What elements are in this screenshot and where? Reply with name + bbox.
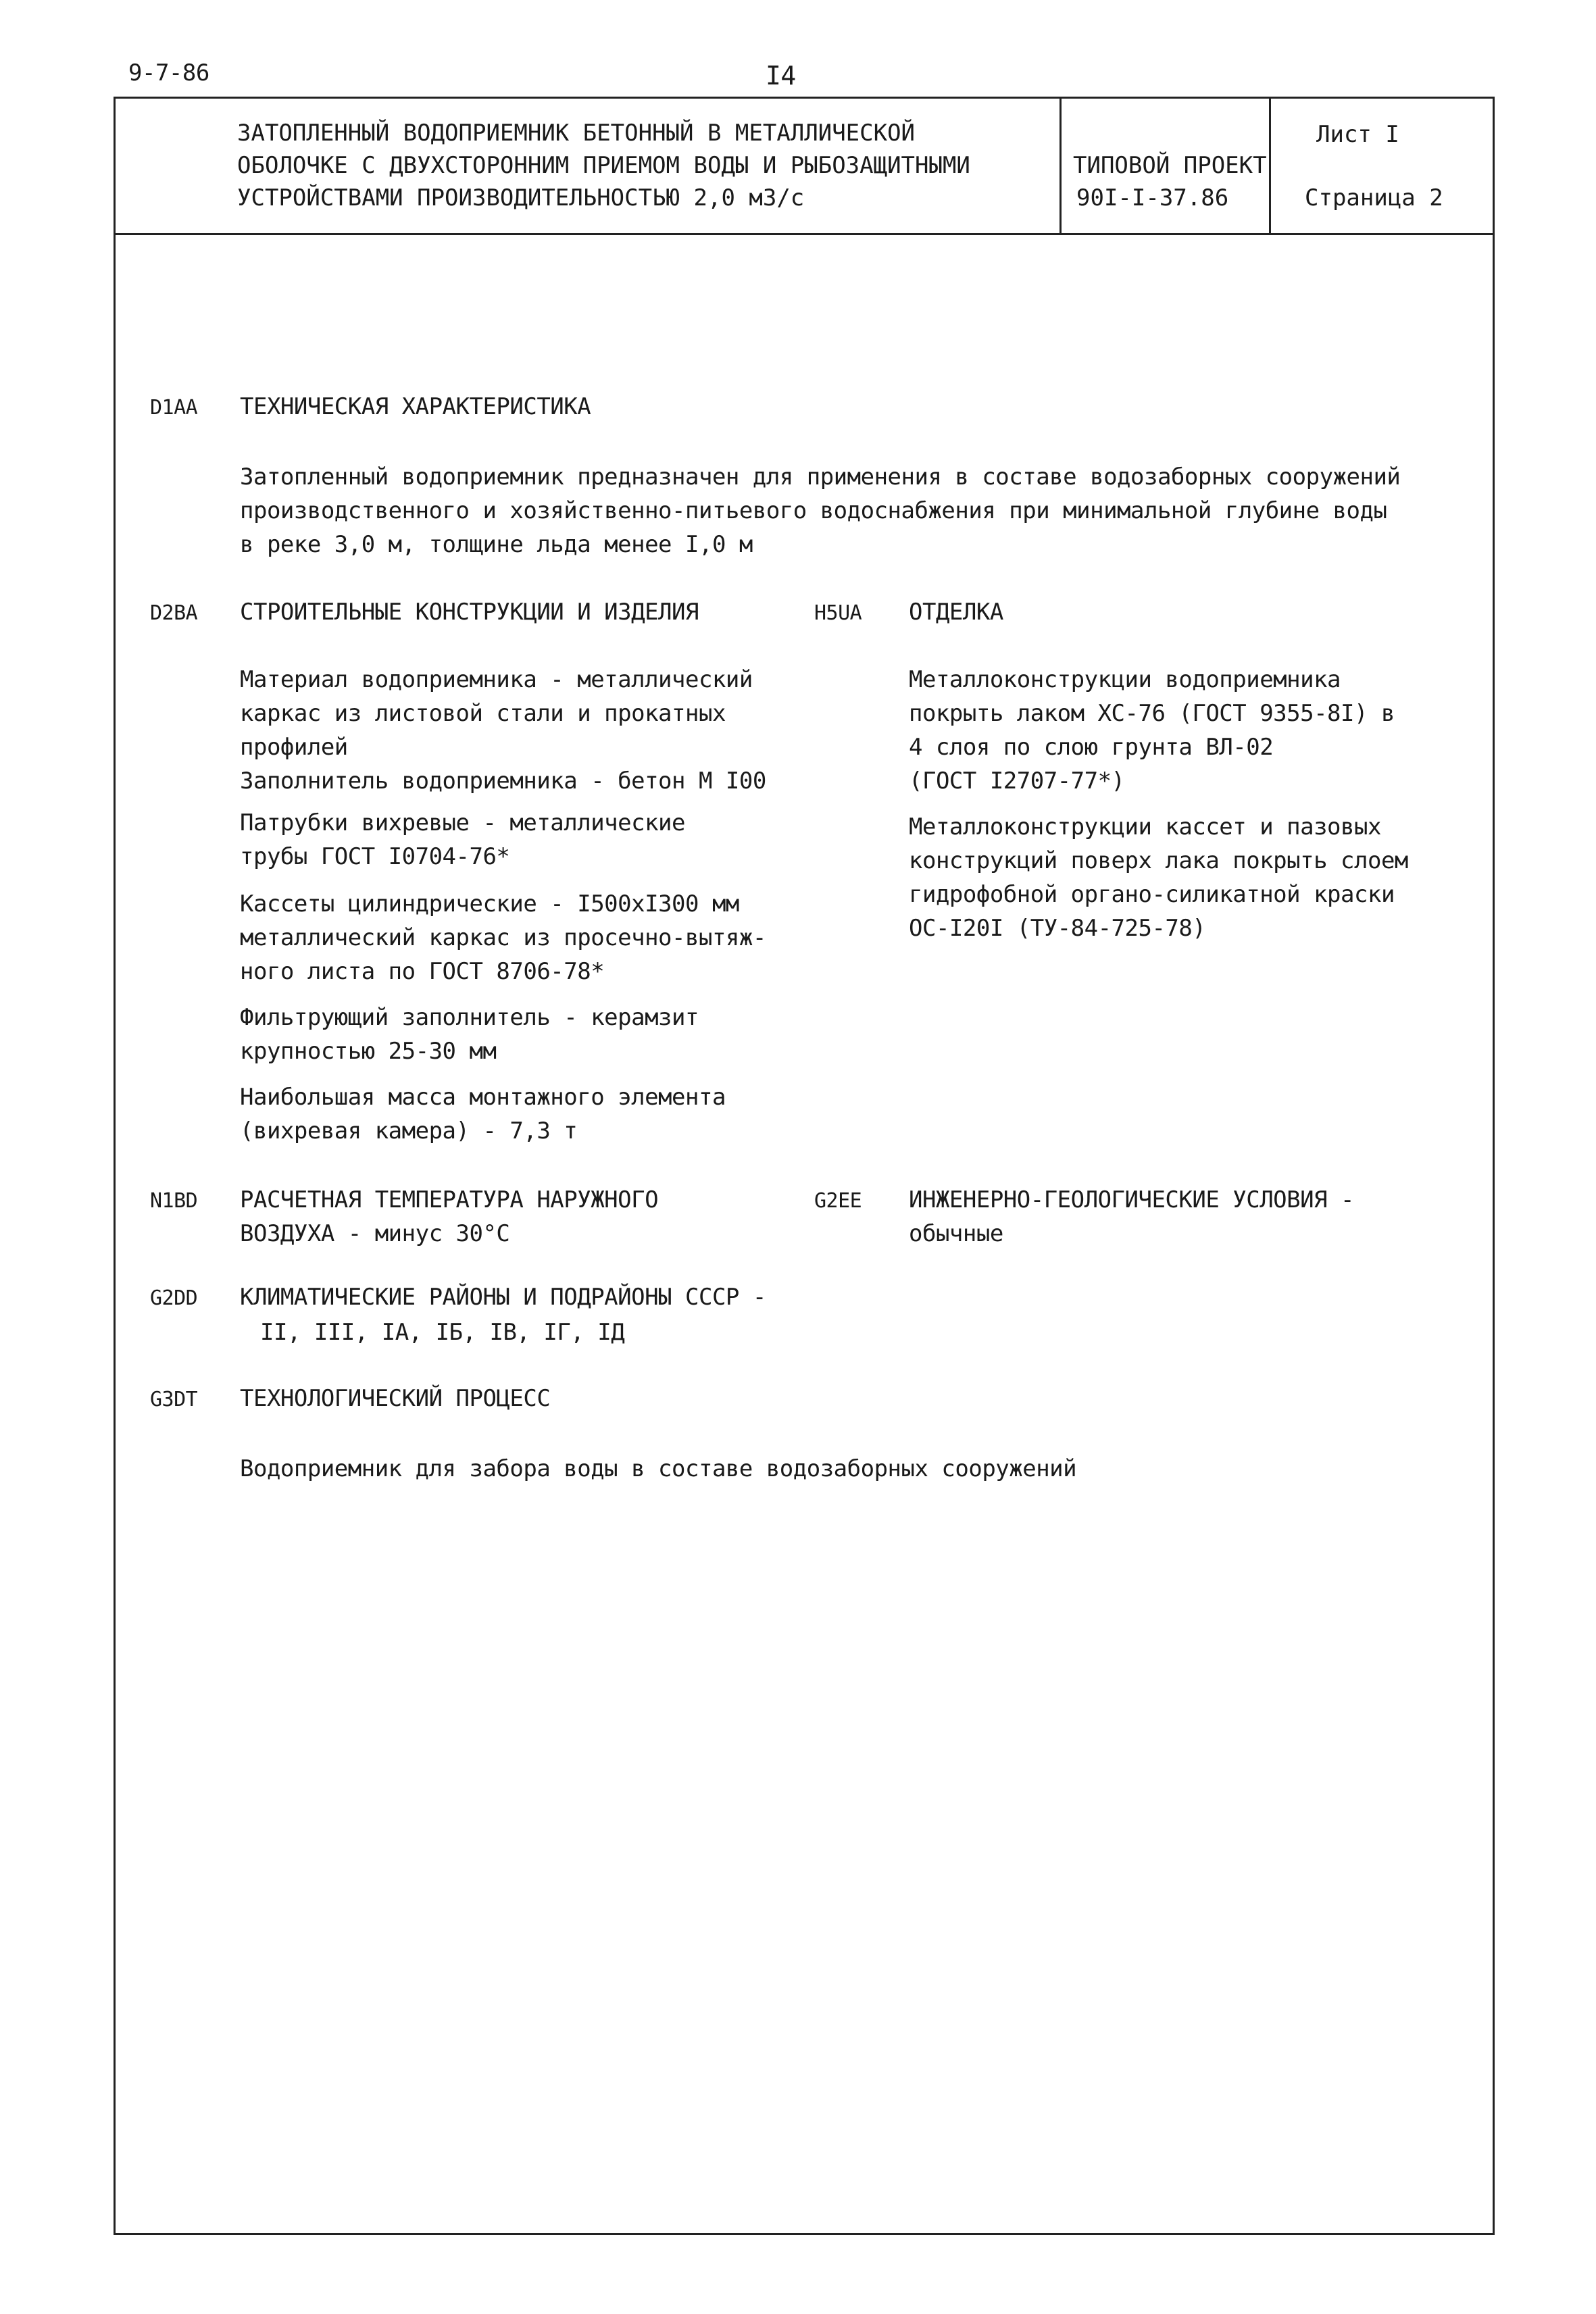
geology-line-2: обычные [909,1220,1003,1247]
section-heading-structures: СТРОИТЕЛЬНЫЕ КОНСТРУКЦИИ И ИЗДЕЛИЯ [240,599,699,626]
title-block-divider [1059,97,1062,235]
structures-text-line: Заполнитель водоприемника - бетон М I00 [240,768,766,795]
project-label: ТИПОВОЙ ПРОЕКТ [1073,152,1267,179]
section-heading-finish: ОТДЕЛКА [909,599,1003,626]
structures-text-line: трубы ГОСТ I0704-76* [240,843,510,870]
sheet-label: Лист I [1316,121,1399,148]
climate-line-1: КЛИМАТИЧЕСКИЕ РАЙОНЫ И ПОДРАЙОНЫ СССР - [240,1284,766,1311]
temperature-line-2: ВОЗДУХА - минус 30°С [240,1220,510,1247]
structures-text-line: Наибольшая масса монтажного элемента [240,1084,726,1111]
structures-text-line: ного листа по ГОСТ 8706-78* [240,958,605,985]
temperature-line-1: РАСЧЕТНАЯ ТЕМПЕРАТУРА НАРУЖНОГО [240,1186,659,1213]
title-block [114,97,1495,235]
structures-text-line: крупностью 25-30 мм [240,1038,497,1065]
section-code-finish: H5UA [814,601,862,625]
title-block-divider [1269,97,1271,235]
tech-text-line: производственного и хозяйственно-питьевого водоснабжения при минимальной глубине воды [240,497,1387,524]
structures-text-line: каркас из листовой стали и прокатных [240,700,726,727]
structures-text-line: Кассеты цилиндрические - I500хI300 мм [240,890,739,917]
title-line-1: ЗАТОПЛЕННЫЙ ВОДОПРИЕМНИК БЕТОННЫЙ В МЕТАЛЛИЧЕСКОЙ [237,120,916,147]
climate-line-2: II, III, IА, IБ, IВ, IГ, IД [260,1319,625,1346]
structures-text-line: Материал водоприемника - металлический [240,666,753,693]
section-code-geology: G2EE [814,1189,862,1213]
structures-text-line: профилей [240,734,348,761]
finish-text-line: конструкций поверх лака покрыть слоем [909,847,1408,874]
structures-text-line: (вихревая камера) - 7,3 т [240,1117,578,1145]
finish-text-line: (ГОСТ I2707-77*) [909,768,1125,795]
section-code-structures: D2BA [150,601,198,625]
section-heading-process: ТЕХНОЛОГИЧЕСКИЙ ПРОЦЕСС [240,1385,551,1412]
tech-text-line: Затопленный водоприемник предназначен для применения в составе водозаборных сооружений [240,463,1401,491]
finish-text-line: покрыть лаком ХС-76 (ГОСТ 9355-8I) в [909,700,1395,727]
project-number: 90I-I-37.86 [1076,184,1229,211]
finish-text-line: Металлоконструкции водоприемника [909,666,1341,693]
page-number: I4 [766,61,796,91]
document-date: 9-7-86 [128,59,209,86]
structures-text-line: Патрубки вихревые - металлические [240,809,686,836]
section-code-process: G3DT [150,1388,198,1411]
finish-text-line: Металлоконструкции кассет и пазовых [909,813,1381,840]
title-line-3: УСТРОЙСТВАМИ ПРОИЗВОДИТЕЛЬНОСТЬЮ 2,0 м3/с [237,184,805,211]
finish-text-line: гидрофобной органо-силикатной краски [909,881,1395,908]
geology-line-1: ИНЖЕНЕРНО-ГЕОЛОГИЧЕСКИЕ УСЛОВИЯ - [909,1186,1355,1213]
section-heading-tech: ТЕХНИЧЕСКАЯ ХАРАКТЕРИСТИКА [240,393,591,420]
tech-text-line: в реке 3,0 м, толщине льда менее I,0 м [240,531,753,558]
process-text-line: Водоприемник для забора воды в составе водозаборных сооружений [240,1455,1077,1482]
structures-text-line: металлический каркас из просечно-вытяж- [240,924,766,951]
finish-text-line: ОС-I20I (ТУ-84-725-78) [909,915,1206,942]
title-line-2: ОБОЛОЧКЕ С ДВУХСТОРОННИМ ПРИЕМОМ ВОДЫ И РЫБОЗАЩИТНЫМИ [237,152,970,179]
section-code-temperature: N1BD [150,1189,198,1213]
section-code-tech: D1AA [150,396,198,420]
structures-text-line: Фильтрующий заполнитель - керамзит [240,1004,699,1031]
section-code-climate: G2DD [150,1286,198,1310]
page-label: Страница 2 [1305,184,1443,211]
finish-text-line: 4 слоя по слою грунта ВЛ-02 [909,734,1274,761]
